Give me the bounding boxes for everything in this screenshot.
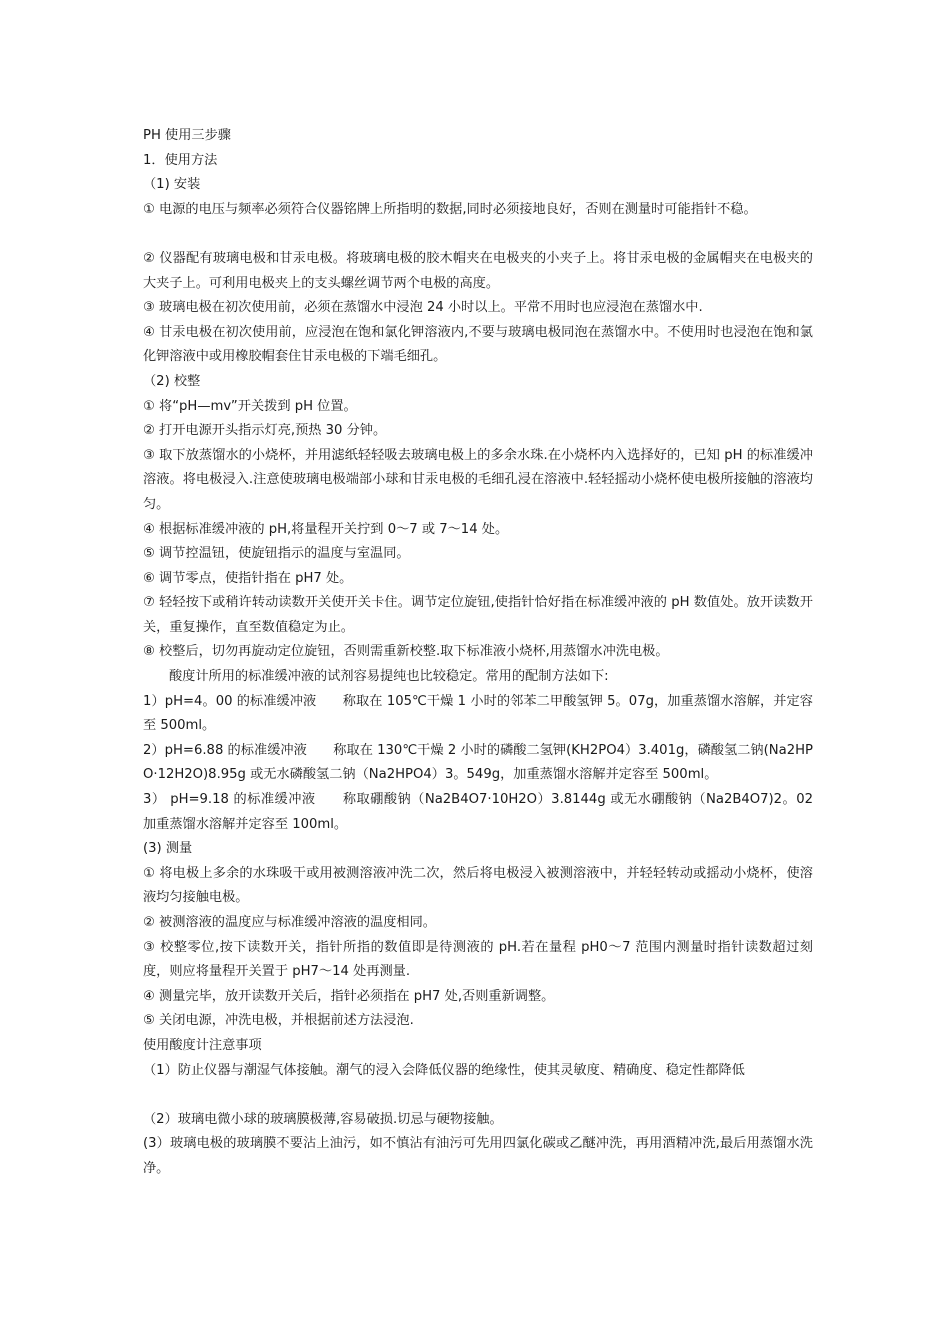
document-title: PH 使用三步骤	[143, 128, 231, 143]
measure-step-2: ② 被测溶液的温度应与标准缓冲溶液的温度相同。	[143, 915, 436, 930]
install-step-3: ③ 玻璃电极在初次使用前，必须在蒸馏水中浸泡 24 小时以上。平常不用时也应浸泡在蒸馏水中.	[143, 300, 703, 316]
install-step-1: ① 电源的电压与频率必须符合仪器铭牌上所指明的数据,同时必须接地良好，否则在测量时可能指针不稳。	[143, 201, 757, 217]
calibrate-step-5: ⑤ 调节控温钮，使旋钮指示的温度与室温同。	[143, 546, 410, 562]
measure-step-3: ③ 校整零位,按下读数开关，指针所指的数值即是待测液的 pH.若在量程 pH0～7 范围内测量时指针读数超过刻度，则应将量程开关置于 pH7～14 处再测量.	[143, 939, 813, 980]
section-heading-usage: 1．使用方法	[143, 152, 218, 168]
paragraph-gap	[143, 222, 813, 247]
calibrate-step-7: ⑦ 轻轻按下或稍许转动读数开关使开关卡住。调节定位旋钮,使指针恰好指在标准缓冲液的 pH 数值处。放开读数开关，重复操作，直至数值稳定为止。	[143, 595, 813, 635]
install-step-4: ④ 甘汞电极在初次使用前，应浸泡在饱和氯化钾溶液内,不要与玻璃电极同泡在蒸馏水中。不使用时也浸泡在饱和氯化钾溶液中或用橡胶帽套住甘汞电极的下端毛细孔。	[143, 324, 813, 365]
buffer-intro: 酸度计所用的标准缓冲液的试剂容易提纯也比较稳定。常用的配制方法如下:	[169, 669, 609, 685]
install-step-2: ② 仪器配有玻璃电极和甘汞电极。将玻璃电极的胶木帽夹在电极夹的小夹子上。将甘汞电极的金属帽夹在电极夹的大夹子上。可利用电极夹上的支头螺丝调节两个电极的高度。	[143, 250, 813, 291]
note-1: （1）防止仪器与潮湿气体接触。潮气的浸入会降低仪器的绝缘性，使其灵敏度、精确度、稳定性都降低	[143, 1062, 745, 1078]
note-3: (3）玻璃电极的玻璃膜不要沾上油污，如不慎沾有油污可先用四氯化碳或乙醚冲洗，再用酒精冲洗,最后用蒸馏水洗净。	[143, 1136, 813, 1176]
calibrate-step-3: ③ 取下放蒸馏水的小烧杯，并用滤纸轻轻吸去玻璃电极上的多余水珠.在小烧杯内入选择好的，已知 pH 的标准缓冲溶液。将电极浸入.注意使玻璃电极端部小球和甘汞电极的毛细孔浸在溶液中.轻轻摇动小烧杯使电极所接触的溶液均匀。	[143, 447, 813, 512]
calibrate-step-6: ⑥ 调节零点，使指针指在 pH7 处。	[143, 570, 353, 586]
buffer-recipe-2: 2）pH=6.88 的标准缓冲液 称取在 130℃干燥 2 小时的磷酸二氢钾(KH2PO4）3.401g，磷酸氢二钠(Na2HPO·12H2O)8.95g 或无水磷酸氢二钠（Na2HPO4）3。549g，加重蒸馏水溶解并定容至 500ml。	[143, 742, 813, 783]
calibrate-step-4: ④ 根据标准缓冲液的 pH,将量程开关拧到 0～7 或 7～14 处。	[143, 521, 509, 537]
buffer-recipe-1: 1）pH=4。00 的标准缓冲液 称取在 105℃干燥 1 小时的邻苯二甲酸氢钾 5。07g，加重蒸馏水溶解，并定容至 500ml。	[143, 693, 813, 734]
buffer-recipe-3: 3） pH=9.18 的标准缓冲液 称取硼酸钠（Na2B4O7·10H2O）3.8144g 或无水硼酸钠（Na2B4O7)2。02 加重蒸馏水溶解并定容至 100ml。	[143, 792, 813, 832]
document-body	[143, 124, 813, 1182]
note-2: （2）玻璃电微小球的玻璃膜极薄,容易破损.切忌与硬物接触。	[143, 1111, 503, 1127]
calibrate-step-1: ① 将“pH—mv”开关拨到 pH 位置。	[143, 398, 357, 414]
measure-step-5: ⑤ 关闭电源，冲洗电极，并根据前述方法浸泡.	[143, 1013, 414, 1029]
subheading-calibrate: （2) 校整	[143, 373, 201, 389]
subheading-notes: 使用酸度计注意事项	[143, 1037, 262, 1053]
measure-step-4: ④ 测量完毕，放开读数开关后，指针必须指在 pH7 处,否则重新调整。	[143, 988, 555, 1004]
measure-step-1: ① 将电极上多余的水珠吸干或用被测溶液冲洗二次，然后将电极浸入被测溶液中，并轻轻转动或摇动小烧杯，使溶液均匀接触电极。	[143, 865, 813, 906]
calibrate-step-8: ⑧ 校整后，切勿再旋动定位旋钮，否则需重新校整.取下标准液小烧杯,用蒸馏水冲洗电极。	[143, 644, 669, 660]
subheading-measure: (3) 测量	[143, 841, 193, 857]
calibrate-step-2: ② 打开电源开头指示灯亮,预热 30 分钟。	[143, 423, 387, 439]
paragraph-gap	[143, 1083, 813, 1108]
subheading-install: （1) 安装	[143, 177, 201, 193]
